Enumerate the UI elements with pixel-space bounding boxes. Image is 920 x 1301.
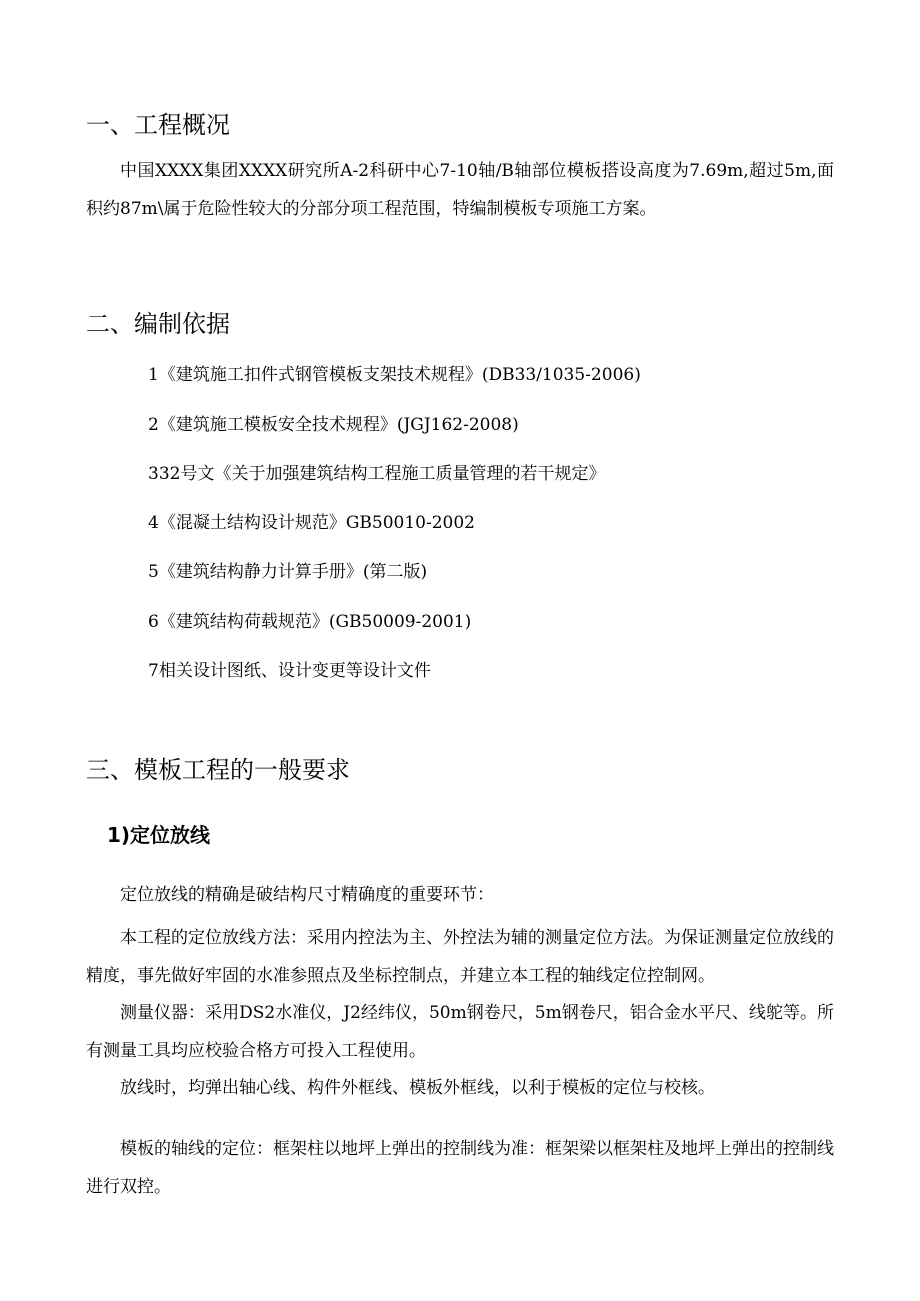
section-heading-overview: 一、工程概况 bbox=[86, 111, 230, 139]
reference-item: 5《建筑结构静力计算手册》(第二版) bbox=[148, 562, 428, 582]
overview-paragraph: 中国XXXX集团XXXX研究所A-2科研中心7-10轴/B轴部位模板搭设高度为7.69m,超过5m,面积约87m\属于危险性较大的分部分项工程范围，特编制模板专项施工方案。 bbox=[86, 161, 834, 219]
requirements-paragraph: 本工程的定位放线方法：采用内控法为主、外控法为辅的测量定位方法。为保证测量定位放线的精度，事先做好牢固的水准参照点及坐标控制点，并建立本工程的轴线定位控制网。 bbox=[86, 928, 834, 986]
reference-item: 332号文《关于加强建筑结构工程施工质量管理的若干规定》 bbox=[148, 464, 606, 484]
reference-item: 6《建筑结构荷载规范》(GB50009-2001) bbox=[148, 612, 472, 632]
section-heading-requirements: 三、模板工程的一般要求 bbox=[86, 756, 350, 784]
subheading-positioning: 1)定位放线 bbox=[107, 823, 211, 847]
reference-item: 7相关设计图纸、设计变更等设计文件 bbox=[148, 661, 431, 681]
reference-item: 4《混凝土结构设计规范》GB50010-2002 bbox=[148, 513, 475, 533]
section-heading-basis: 二、编制依据 bbox=[86, 310, 230, 338]
requirements-paragraph: 测量仪器：采用DS2水准仪，J2经纬仪，50m钢卷尺，5m钢卷尺，铝合金水平尺、线鸵等。所有测量工具均应校验合格方可投入工程使用。 bbox=[86, 1003, 834, 1061]
requirements-paragraph: 模板的轴线的定位：框架柱以地坪上弹出的控制线为准：框架梁以框架柱及地坪上弹出的控制线进行双控。 bbox=[86, 1139, 834, 1197]
reference-item: 2《建筑施工模板安全技术规程》(JGJ162-2008) bbox=[148, 415, 519, 435]
requirements-paragraph: 定位放线的精确是破结构尺寸精确度的重要环节： bbox=[120, 885, 494, 905]
requirements-paragraph: 放线时，均弹出轴心线、构件外框线、模板外框线，以利于模板的定位与校核。 bbox=[120, 1078, 715, 1098]
reference-item: 1《建筑施工扣件式钢管模板支架技术规程》(DB33/1035-2006) bbox=[148, 365, 641, 385]
